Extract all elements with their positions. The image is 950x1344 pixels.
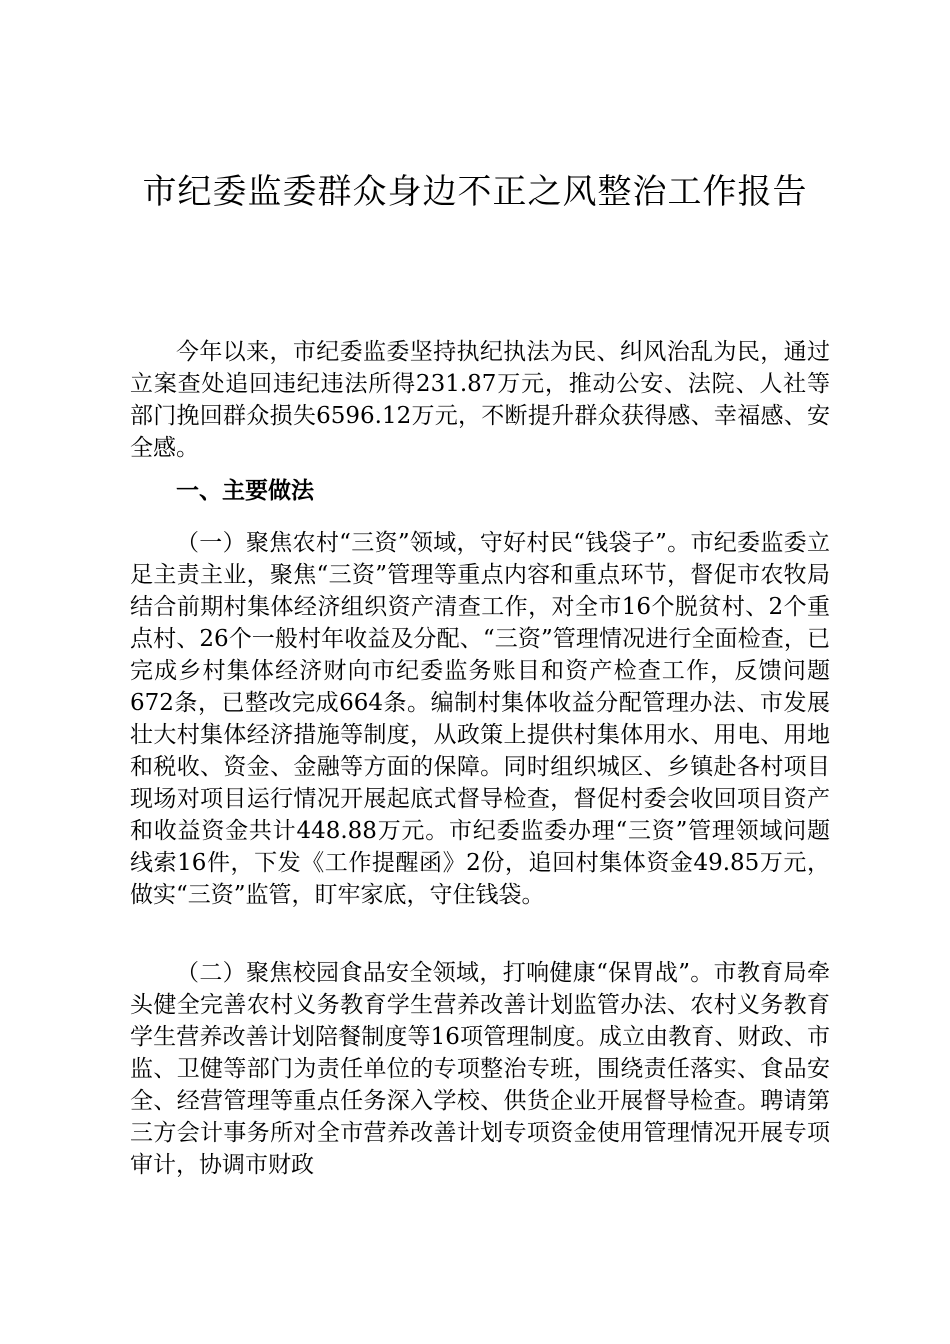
section-heading: 一、主要做法: [176, 478, 314, 504]
paragraph-school-food: （二）聚焦校园食品安全领域，打响健康“保胃战”。市教育局牵头健全完善农村义务教育学生营养改善计划监管办法、农村义务教育学生营养改善计划陪餐制度等16项管理制度。成立由教育、财政、市监、卫健等部门为责任单位的专项整治专班，围绕责任落实、食品安全、经营管理等重点任务深入学校、供货企业开展督导检查。聘请第三方会计事务所对全市营养改善计划专项资金使用管理情况开展专项审计，协调市财政: [130, 960, 830, 1178]
intro-paragraph: 今年以来，市纪委监委坚持执纪执法为民、纠风治乱为民，通过立案查处追回违纪违法所得231.87万元，推动公安、法院、人社等部门挽回群众损失6596.12万元，不断提升群众获得感、幸福感、安全感。: [130, 339, 830, 461]
paragraph-rural-assets: （一）聚焦农村“三资”领域，守好村民“钱袋子”。市纪委监委立足主责主业，聚焦“三资”管理等重点内容和重点环节，督促市农牧局结合前期村集体经济组织资产清查工作，对全市16个脱贫村、2个重点村、26个一般村年收益及分配、“三资”管理情况进行全面检查，已完成乡村集体经济财向市纪委监务账目和资产检查工作，反馈问题672条，已整改完成664条。编制村集体收益分配管理办法、市发展壮大村集体经济措施等制度，从政策上提供村集体用水、用电、用地和税收、资金、金融等方面的保障。同时组织城区、乡镇赴各村项目现场对项目运行情况开展起底式督导检查，督促村委会收回项目资产和收益资金共计448.88万元。市纪委监委办理“三资”管理领域问题线索16件，下发《工作提醒函》2份，追回村集体资金49.85万元，做实“三资”监管，盯牢家底，守住钱袋。: [130, 530, 830, 908]
document-title: 市纪委监委群众身边不正之风整治工作报告: [142, 172, 808, 212]
